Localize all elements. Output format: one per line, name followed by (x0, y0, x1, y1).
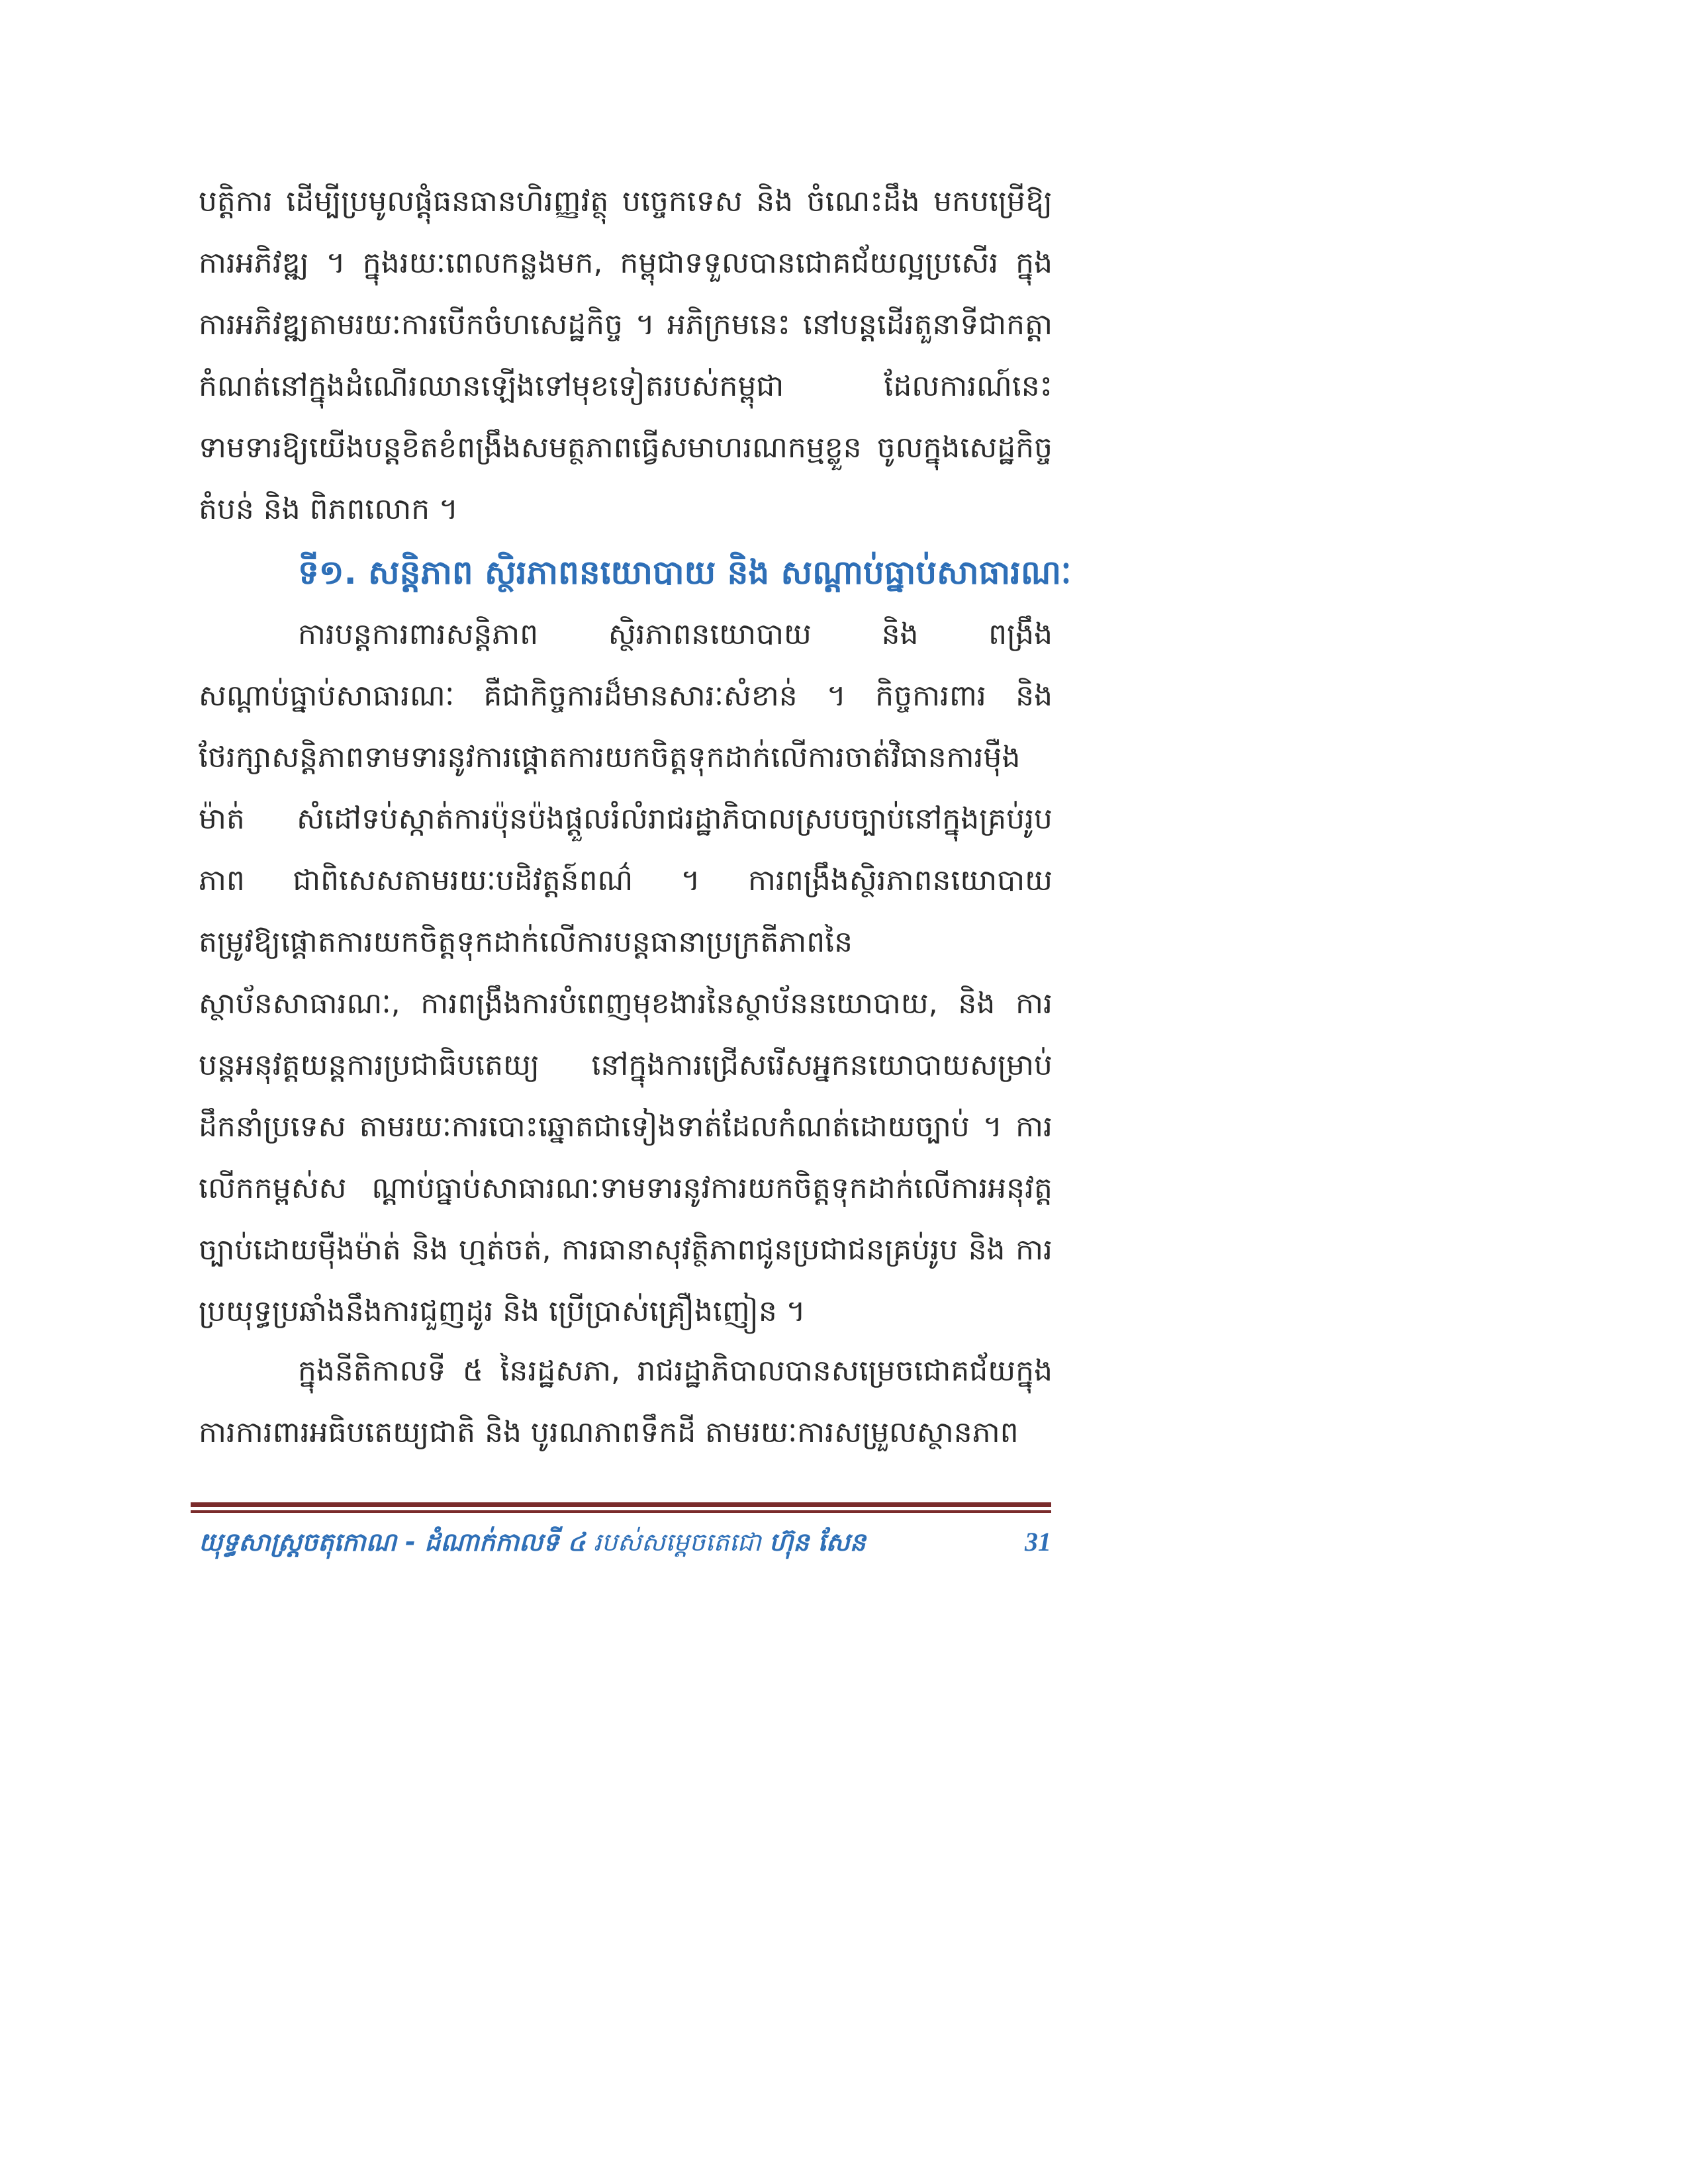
footer-rule-thick (191, 1502, 1051, 1507)
footer-rule-thin (191, 1510, 1051, 1513)
paragraph-section-2: ក្នុងនីតិកាលទី ៥ នៃរដ្ឋសភា, រាជរដ្ឋាភិបាលបានសម្រេចជោគជ័យក្នុងការការពារអធិបតេយ្យជាតិ និង បូរណភាពទឹកដី តាមរយៈការសម្រួលស្ថានភាព (199, 1354, 1053, 1449)
footer-rule (191, 1502, 1051, 1517)
footer-title (199, 1522, 866, 1562)
footer-title-bold: យុទ្ធសាស្ត្រចតុកោណ - ដំណាក់កាលទី ៤ (199, 1527, 586, 1557)
page-number: 31 (1025, 1527, 1051, 1557)
paragraph-intro-continuation (199, 171, 1053, 540)
section-body (199, 604, 1053, 1342)
footer-title-plain: របស់សម្តេចតេជោ (585, 1527, 769, 1557)
paragraph-top: បត្តិការ ដើម្បីប្រមូលផ្តុំធនធានហិរញ្ញវត្ថុ បច្ចេកទេស និង ចំណេះដឹង មកបម្រើឱ្យការអភិវឌ្ឍ ។ ក្នុងរយៈពេលកន្លងមក, កម្ពុជាទទួលបានជោគជ័យល្អប្រសើរ ក្នុងការអភិវឌ្ឍតាមរយៈការបើកចំហសេដ្ឋកិច្ច ។ អភិក្រមនេះ នៅបន្តដើរតួនាទីជាកត្តាកំណត់នៅក្នុងដំណើរឈានឡើងទៅមុខទៀតរបស់កម្ពុជា ដែលការណ៍នេះទាមទារឱ្យយើងបន្តខិតខំពង្រឹងសមត្ថភាពធ្វើសមាហរណកម្មខ្លួន ចូលក្នុងសេដ្ឋកិច្ចតំបន់ និង ពិភពលោក ។ (199, 185, 1053, 526)
paragraph-section-1: ការបន្តការពារសន្តិភាព ស្ថិរភាពនយោបាយ និង ពង្រឹងសណ្តាប់ធ្នាប់សាធារណៈ គឺជាកិច្ចការដ៏មានសារៈសំខាន់ ។ កិច្ចការពារ និង ថែរក្សាសន្តិភាពទាមទារនូវការផ្តោតការយកចិត្តទុកដាក់លើការចាត់វិធានការម៉ឺងម៉ាត់ សំដៅទប់ស្កាត់ការប៉ុនប៉ងផ្តួលរំលំរាជរដ្ឋាភិបាលស្របច្បាប់នៅក្នុងគ្រប់រូបភាព ជាពិសេសតាមរយៈបដិវត្តន៍ពណ៌ ។ ការពង្រឹងស្ថិរភាពនយោបាយ តម្រូវឱ្យផ្តោតការយកចិត្តទុកដាក់លើការបន្តធានាប្រក្រតីភាពនៃស្ថាប័នសាធារណៈ, ការពង្រឹងការបំពេញមុខងារនៃស្ថាប័ននយោបាយ, និង ការបន្តអនុវត្តយន្តការប្រជាធិបតេយ្យ នៅក្នុងការជ្រើសរើសអ្នកនយោបាយសម្រាប់ដឹកនាំប្រទេស តាមរយៈការបោះឆ្នោតជាទៀងទាត់ដែលកំណត់ដោយច្បាប់ ។ ការលើកកម្ពស់ស ណ្តាប់ធ្នាប់សាធារណៈទាមទារនូវការយកចិត្តទុកដាក់លើការអនុវត្តច្បាប់ដោយម៉ឺងម៉ាត់ និង ហ្មត់ចត់, ការធានាសុវត្ថិភាពជូនប្រជាជនគ្រប់រូប និង ការប្រយុទ្ធប្រឆាំងនឹងការជួញដូរ និង ប្រើប្រាស់គ្រឿងញៀន ។ (199, 617, 1053, 1328)
section-body-2 (199, 1340, 1053, 1463)
footer-title-name: ហ៊ុន សែន (769, 1527, 866, 1557)
section-heading: ទី១. សន្តិភាព ស្ថិរភាពនយោបាយ និង សណ្តាប់ធ្នាប់សាធារណៈ (298, 553, 1072, 592)
